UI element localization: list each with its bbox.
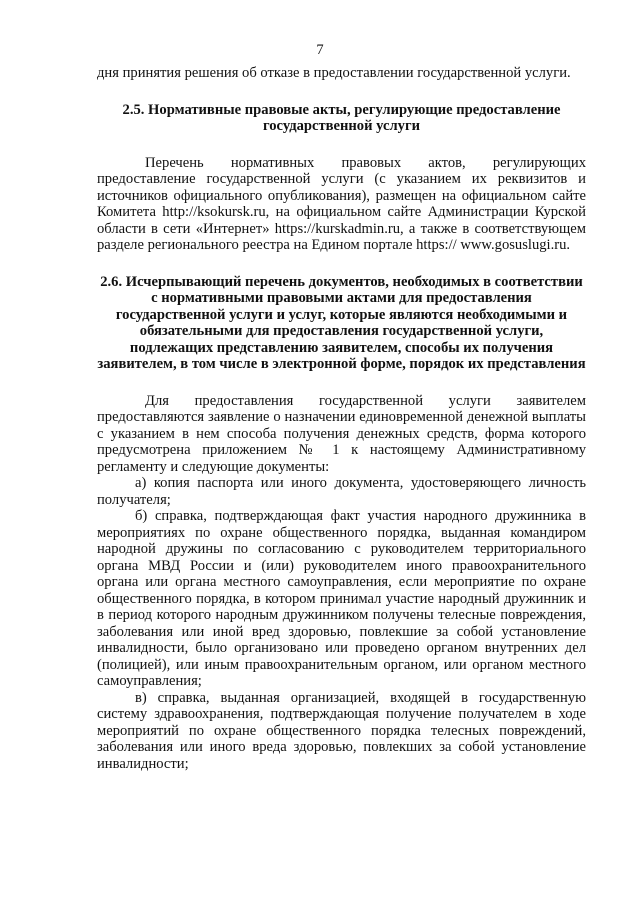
intro-paragraph: дня принятия решения об отказе в предоставлении государственной услуги. — [97, 65, 571, 81]
section-2-5-heading: 2.5. Нормативные правовые акты, регулирующие предоставление государственной услуги — [122, 101, 561, 134]
section-2-6-heading: 2.6. Исчерпывающий перечень документов, необходимых в соответствии с нормативными правовыми актами для предоставления государственной услуги и услуг, которые являются необходимыми и обязательными для предоставления государственной услуги, подлежащих представлению заявителем, способы их получения заявителем, в том числе в электронной форме, порядок их представления — [97, 273, 586, 372]
list-item-b: б) справка, подтверждающая факт участия народного дружинника в мероприятиях по охране общественного порядка, выданная командиром народной дружины по согласованию с руководителем территориального органа МВД России и (или) руководителем иного правоохранительного органа или органа местного самоуправления, если мероприятие по охране общественного порядка, в котором принимал участие народный дружинник и в период которого народным дружинником получены телесные повреждения, заболевания или иной вред здоровью, повлекшие за собой установление инвалидности, было организовано или проведено органом внутренних дел (полицией), или иным правоохранительным органом, или органом местного самоуправления; — [97, 508, 586, 689]
section-2-6-paragraph: Для предоставления государственной услуги заявителем предоставляются заявление о назначении единовременной денежной выплаты с указанием в нем способа получения денежных средств, форма которого предусмотрена приложением № 1 к настоящему Административному регламенту и следующие документы: — [97, 392, 586, 475]
list-item-c: в) справка, выданная организацией, входящей в государственную систему здравоохранения, подтверждающая получение получателем в ходе мероприятий по охране общественного порядка телесных повреждений, заболевания или иного вреда здоровью, повлекших за собой установление инвалидности; — [97, 689, 586, 772]
section-2-5-paragraph: Перечень нормативных правовых актов, регулирующих предоставление государственной услуги (с указанием их реквизитов и источников официального опубликования), размещен на официальном сайте Комитета http://ksokursk.ru, на официальном сайте Администрации Курской области в сети «Интернет» https://kurskadmin.ru, а также в соответствующем разделе регионального реестра на Едином портале https:// www.gosuslugi.ru. — [97, 154, 586, 253]
page-number: 7 — [316, 42, 324, 58]
list-item-a: а) копия паспорта или иного документа, удостоверяющего личность получателя; — [97, 475, 586, 508]
document-body — [97, 65, 586, 772]
